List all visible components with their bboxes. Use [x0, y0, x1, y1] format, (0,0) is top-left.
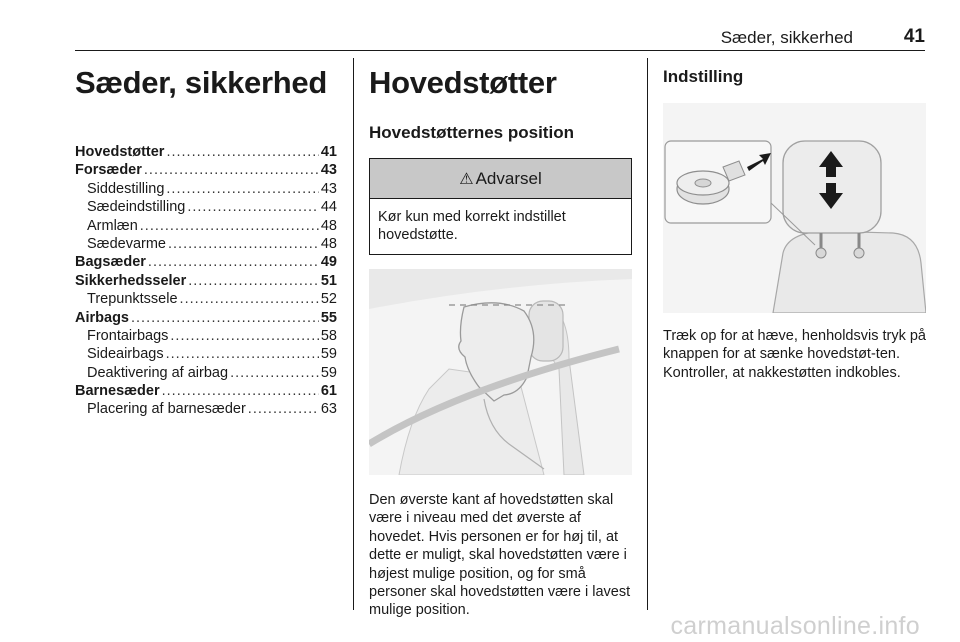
warning-triangle-icon: ⚠ [459, 170, 474, 188]
toc-entry-page: 48 [320, 235, 337, 252]
toc-entry-label: Trepunktssele [87, 291, 178, 308]
toc-leader-dots [162, 382, 319, 400]
toc-entry[interactable] [75, 198, 337, 216]
toc-leader-dots [188, 272, 319, 290]
toc-entry-label: Armlæn [87, 217, 138, 234]
section-subtitle: Hovedstøtternes position [369, 123, 574, 142]
toc-leader-dots [140, 217, 319, 235]
toc-entry-page: 43 [320, 162, 337, 179]
toc-entry-label: Sædevarme [87, 235, 166, 252]
toc-entry[interactable] [75, 235, 337, 253]
toc-entry-label: Bagsæder [75, 254, 146, 271]
headrest-adjustment-drawing [663, 103, 926, 313]
column-divider [353, 58, 354, 610]
toc-leader-dots [170, 327, 318, 345]
toc-entry[interactable] [75, 309, 337, 327]
toc-entry-label: Sideairbags [87, 346, 164, 363]
toc-entry[interactable] [75, 382, 337, 400]
toc-entry-page: 51 [320, 272, 337, 289]
toc-entry-label: Sikkerhedsseler [75, 272, 187, 289]
running-header [75, 26, 925, 50]
toc-entry-label: Frontairbags [87, 327, 169, 344]
chapter-title: Sæder, sikkerhed [75, 65, 327, 100]
toc-leader-dots [180, 290, 319, 308]
toc-leader-dots [248, 400, 319, 418]
toc-entry-page: 58 [320, 327, 337, 344]
head-position-drawing [369, 269, 632, 475]
toc-entry[interactable] [75, 327, 337, 345]
toc-entry[interactable] [75, 143, 337, 161]
toc-entry-page: 63 [320, 401, 337, 418]
toc-entry-page: 59 [320, 346, 337, 363]
toc-entry-label: Placering af barnesæder [87, 401, 246, 418]
toc-entry[interactable] [75, 345, 337, 363]
headrest-adjustment-illustration [663, 103, 926, 313]
toc-entry-label: Barnesæder [75, 383, 160, 400]
toc-leader-dots [166, 143, 318, 161]
toc-entry-page: 59 [320, 364, 337, 381]
watermark: carmanualsonline.info [670, 612, 920, 640]
column-divider [647, 58, 648, 610]
running-header-title: Sæder, sikkerhed [720, 28, 853, 47]
toc-leader-dots [131, 309, 319, 327]
toc-entry[interactable] [75, 272, 337, 290]
toc-leader-dots [148, 253, 319, 271]
toc-column [75, 58, 337, 419]
toc-entry[interactable] [75, 364, 337, 382]
warning-title: Advarsel [475, 168, 542, 188]
headrest-section [369, 58, 632, 620]
toc-entry-page: 41 [320, 144, 337, 160]
head-position-illustration [369, 269, 632, 475]
adjustment-section [663, 58, 926, 382]
warning-box [369, 158, 632, 255]
toc-entry-label: Airbags [75, 309, 129, 326]
toc-entry-page: 52 [320, 291, 337, 308]
position-paragraph: Den øverste kant af hovedstøtten skal være i niveau med det øverste af hovedet. Hvis personen er for høj til, at dette er muligt, skal hovedstøtten være i højest mulige position, og for små personer skal hovedstøtten være i lavest mulige position. [369, 492, 631, 619]
toc-leader-dots [230, 364, 319, 382]
toc-entry-page: 49 [320, 254, 337, 271]
toc-entry-label: Siddestilling [87, 180, 165, 197]
adjustment-title: Indstilling [663, 67, 744, 86]
page-number: 41 [903, 26, 925, 47]
toc-entry-label: Deaktivering af airbag [87, 364, 229, 381]
toc-entry-page: 43 [320, 180, 337, 197]
toc-entry-page: 61 [320, 383, 337, 400]
toc-entry-page: 44 [320, 199, 337, 216]
toc-leader-dots [187, 198, 319, 216]
toc-entry-page: 55 [320, 309, 337, 326]
toc-entry[interactable] [75, 253, 337, 271]
toc-leader-dots [166, 180, 318, 198]
toc-entry[interactable] [75, 180, 337, 198]
toc-entry[interactable] [75, 217, 337, 235]
warning-text: Kør kun med korrekt indstillet hovedstøtte. [378, 209, 566, 243]
table-of-contents [75, 143, 337, 419]
toc-entry[interactable] [75, 161, 337, 179]
toc-entry-label: Hovedstøtter [75, 144, 165, 160]
toc-entry[interactable] [75, 290, 337, 308]
adjustment-paragraph: Træk op for at hæve, henholdsvis tryk på knappen for at sænke hovedstøt-ten. Kontroller, at nakkestøtten indkobles. [663, 328, 926, 381]
toc-leader-dots [144, 161, 319, 179]
header-rule [75, 50, 925, 51]
toc-entry-page: 48 [320, 217, 337, 234]
toc-leader-dots [168, 235, 319, 253]
toc-entry-label: Sædeindstilling [87, 199, 186, 216]
section-title: Hovedstøtter [369, 65, 557, 100]
toc-entry[interactable] [75, 400, 337, 418]
toc-leader-dots [166, 345, 319, 363]
warning-header [370, 159, 631, 199]
toc-entry-label: Forsæder [75, 162, 142, 179]
